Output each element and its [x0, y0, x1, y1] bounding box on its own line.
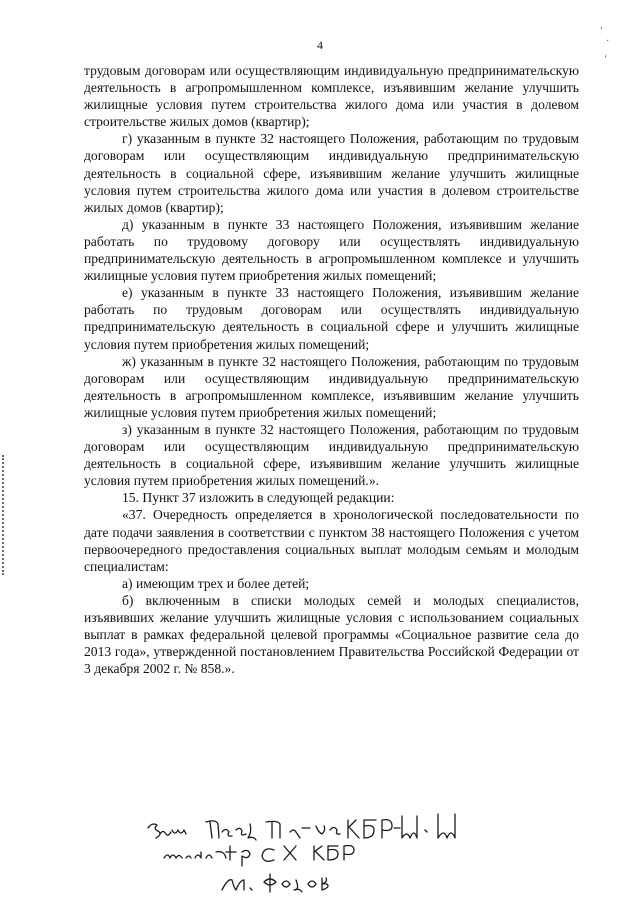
margin-binding-mark: [2, 455, 7, 575]
paragraph: трудовым договорам или осуществляющим индивидуальную предпринимательскую деятельность в агропромышленном комплексе, изъявившим желание улучшить жилищные условия путем строительства жилого дома или участия в долевом строительстве жилых домов (квартир);: [84, 63, 579, 130]
signature-line-2: [164, 846, 354, 867]
corner-mark: ,: [600, 20, 603, 31]
page-number: 4: [317, 38, 323, 52]
document-body: [84, 62, 579, 677]
paragraph: а) имеющим трех и более детей;: [122, 575, 310, 591]
corner-mark: ·: [606, 36, 610, 47]
paragraph: е) указанным в пункте 33 настоящего Положения, изъявившим желание работать по трудовым договорам или осуществлять индивидуальную предпринимательскую деятельность в социальной сфере и улучшить жилищные условия путем приобретения жилых помещений;: [84, 285, 579, 352]
paragraph: з) указанным в пункте 32 настоящего Положения, работающим по трудовым договорам или осуществляющим индивидуальную предпринимательскую деятельность в социальной сфере, изъявившим желание улучшить жилищные условия путем приобретения жилых помещений.».: [84, 421, 579, 489]
paragraph: д) указанным в пункте 33 настоящего Положения, изъявившим желание работать по трудовому договору или осуществлять индивидуальную предпринимательскую деятельность в агропромышленном комплексе и улучшить жилищные условия путем приобретения жилых помещений;: [84, 216, 579, 284]
paragraph: «37. Очередность определяется в хронологической последовательности по дате подачи заявления в соответствии с пунктом 38 настоящего Положения с учетом первоочередного предоставления социальных выплат молодым семьям и молодым специалистам:: [84, 507, 579, 574]
handwritten-signature: [0, 800, 640, 900]
signature-line-3: [222, 874, 328, 892]
corner-mark: ʻ: [604, 54, 608, 65]
signature-line-1: [148, 814, 455, 840]
paragraph: ж) указанным в пункте 32 настоящего Положения, работающим по трудовым договорам или осуществляющим индивидуальную предпринимательскую деятельность в агропромышленном комплексе, изъявившим желание улучшить жилищные условия путем приобретения жилых помещений;: [84, 353, 579, 420]
paragraph: б) включенным в списки молодых семей и молодых специалистов, изъявивших желание улучшить жилищные условия с использованием социальных выплат в рамках федеральной целевой программы «Социальное развитие села до 2013 года», утвержденной постановлением Правительства Российской Федерации от 3 декабря 2002 г. № 858.».: [84, 592, 579, 677]
paragraph: 15. Пункт 37 изложить в следующей редакции:: [122, 490, 395, 506]
paragraph: г) указанным в пункте 32 настоящего Положения, работающим по трудовым договорам или осуществляющим индивидуальную предпринимательскую деятельность в социальной сфере, изъявившим желание улучшить жилищные условия путем строительства жилого дома или участия в долевом строительстве жилых домов (квартир);: [84, 131, 579, 215]
